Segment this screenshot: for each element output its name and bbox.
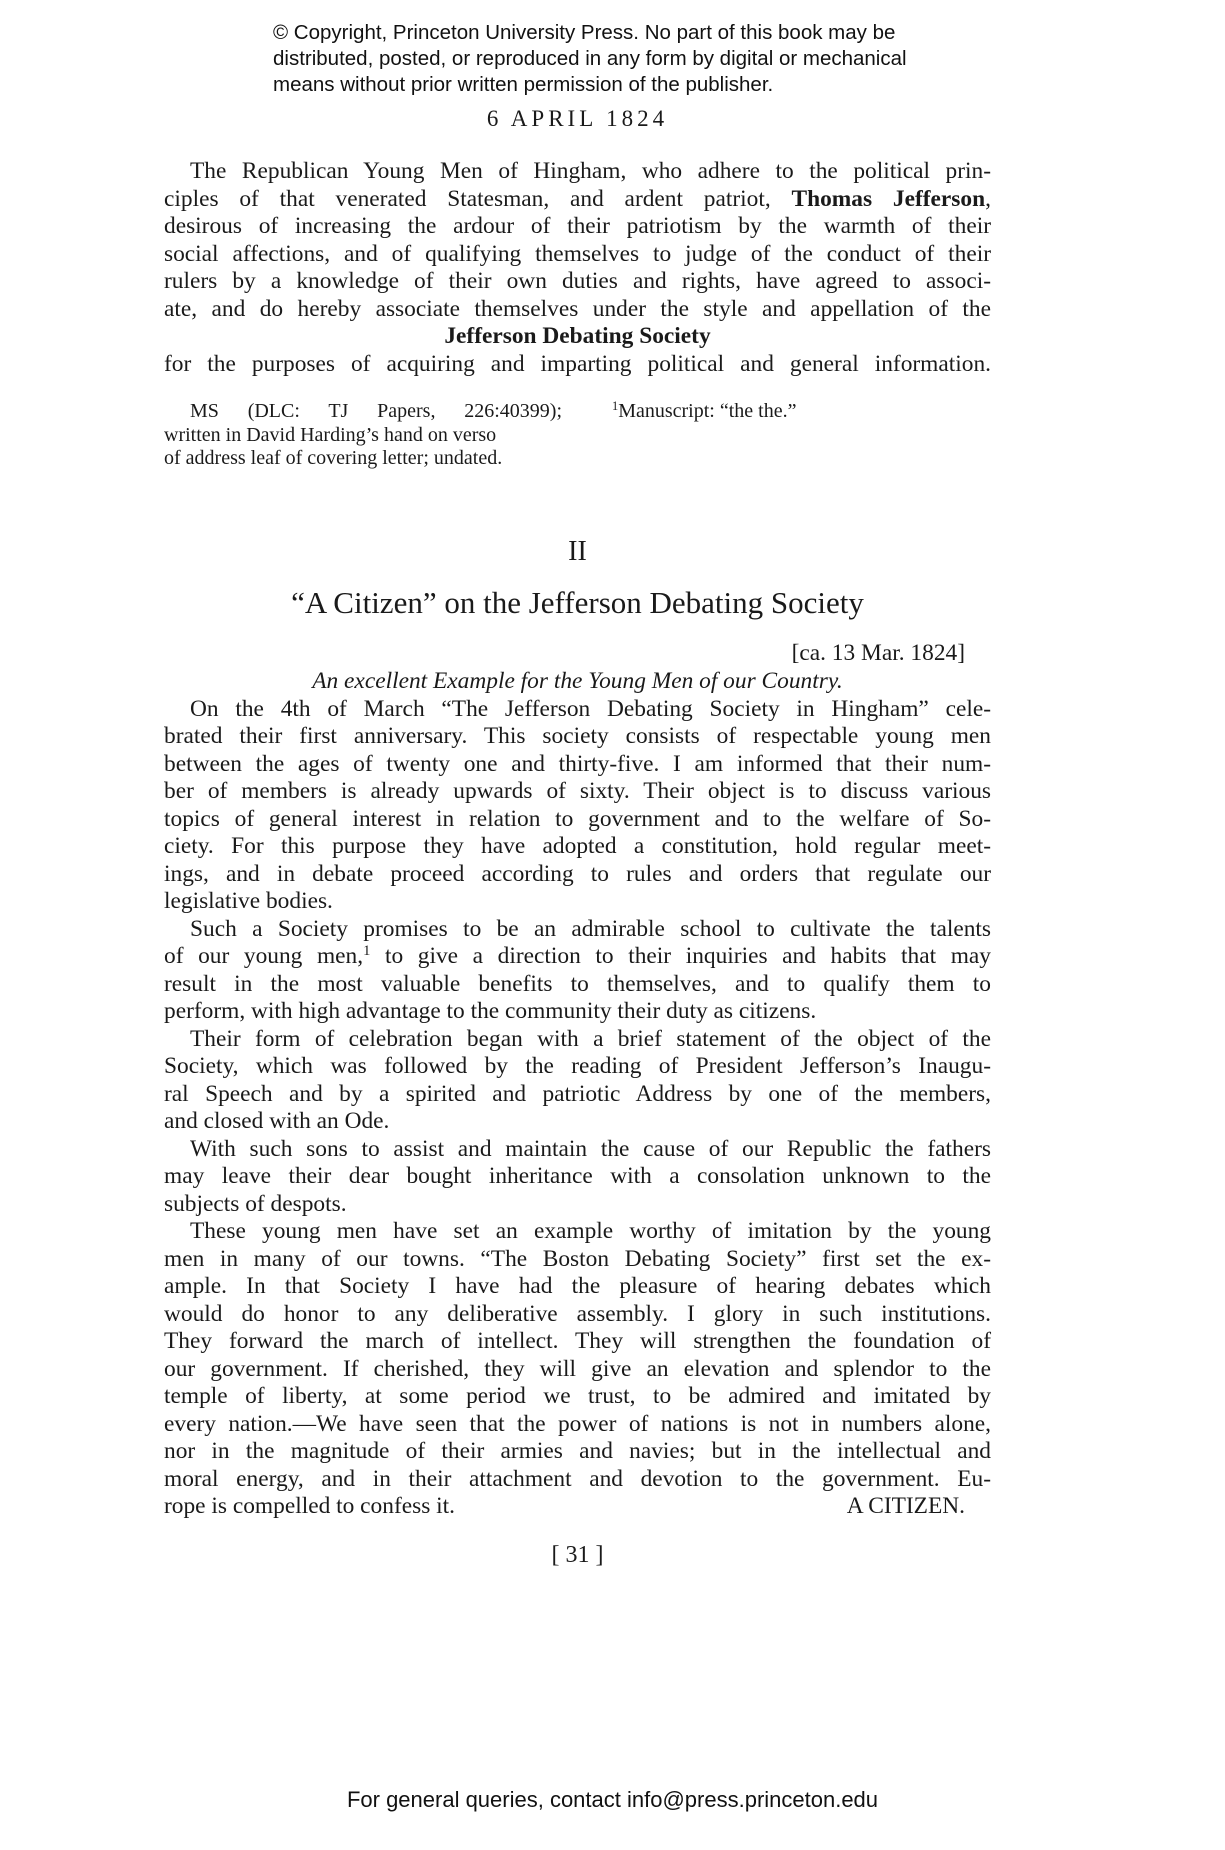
document-subtitle: An excellent Example for the Young Men of our Country.	[312, 668, 843, 694]
text-line: between the ages of twenty one and thirty-five. I am informed that their num-	[164, 750, 991, 777]
copyright-notice	[273, 20, 973, 98]
copyright-line: © Copyright, Princeton University Press. No part of this book may be	[273, 21, 896, 44]
text-line: On the 4th of March “The Jefferson Debating Society in Hingham” cele-	[190, 695, 991, 722]
text-line: moral energy, and in their attachment and devotion to the government. Eu-	[164, 1465, 991, 1492]
text-line: Such a Society promises to be an admirable school to cultivate the talents	[190, 915, 991, 942]
text-line: ample. In that Society I have had the pleasure of hearing debates which	[164, 1273, 991, 1299]
text-line: They forward the march of intellect. They will strengthen the foundation of	[164, 1328, 991, 1354]
text-line: rulers by a knowledge of their own duties and rights, have agreed to associ-	[164, 268, 991, 294]
running-head: 6 APRIL 1824	[486, 106, 669, 131]
text-line: may leave their dear bought inheritance with a consolation unknown to the	[164, 1163, 991, 1189]
text-line: ciety. For this purpose they have adopted a constitution, hold regular meet-	[164, 833, 991, 859]
text-line: ate, and do hereby associate themselves under the style and appellation of the	[164, 295, 991, 322]
footnote-reference: 1	[363, 943, 371, 960]
text-line: With such sons to assist and maintain the cause of our Republic the fathers	[190, 1135, 991, 1162]
text-line: ber of members is already upwards of sixty. Their object is to discuss various	[164, 778, 991, 804]
section-number: II	[568, 536, 587, 567]
signature: A CITIZEN.	[846, 1493, 965, 1519]
closing-line	[164, 1493, 991, 1521]
text-line: The Republican Young Men of Hingham, who adhere to the political prin-	[190, 158, 991, 184]
text-line: desirous of increasing the ardour of their patriotism by the warmth of their	[164, 213, 991, 239]
text-line: Society, which was followed by the reading of President Jefferson’s Inaugu-	[164, 1053, 991, 1079]
text-line: ings, and in debate proceed according to rules and orders that regulate our	[164, 860, 991, 887]
text-line: would do honor to any deliberative assembly. I glory in such institutions.	[164, 1300, 991, 1327]
page-number: [ 31 ]	[551, 1542, 604, 1568]
source-note-line: MS (DLC: TJ Papers, 226:40399);	[190, 400, 562, 422]
text-line: ral Speech and by a spirited and patriotic Address by one of the members,	[164, 1080, 991, 1107]
text-line: temple of liberty, at some period we trust, to be admired and imitated by	[164, 1383, 991, 1409]
text-line: nor in the magnitude of their armies and navies; but in the intellectual and	[164, 1438, 991, 1464]
document-1-text	[164, 158, 991, 378]
source-note	[164, 400, 562, 471]
section-title: “A Citizen” on the Jefferson Debating Society	[291, 585, 864, 620]
source-note-line: written in David Harding’s hand on verso	[164, 423, 497, 446]
text-line	[164, 943, 991, 971]
text-line: topics of general interest in relation to government and to the welfare of So-	[164, 805, 991, 832]
text-line: brated their first anniversary. This society consists of respectable young men	[164, 723, 991, 749]
text-line: legislative bodies.	[164, 888, 333, 914]
copyright-line: distributed, posted, or reproduced in any form by digital or mechanical	[273, 47, 907, 70]
text-span: ,	[985, 185, 991, 212]
footer-contact: For general queries, contact info@press.princeton.edu	[346, 1787, 879, 1812]
text-line: for the purposes of acquiring and imparting political and general information.	[164, 350, 991, 377]
footnote	[612, 400, 796, 424]
text-line: men in many of our towns. “The Boston Debating Society” first set the ex-	[164, 1245, 991, 1272]
footnote-text: Manuscript: “the the.”	[618, 400, 797, 422]
footnote-marker: 1	[612, 399, 619, 414]
source-note-line: of address leaf of covering letter; undated.	[164, 447, 503, 469]
text-line: social affections, and of qualifying themselves to judge of the conduct of their	[164, 240, 991, 267]
text-line: and closed with an Ode.	[164, 1108, 390, 1134]
text-span: to give a direction to their inquiries and habits that may	[370, 943, 991, 969]
document-date: [ca. 13 Mar. 1824]	[791, 640, 965, 666]
text-line: Their form of celebration began with a brief statement of the object of the	[190, 1025, 991, 1052]
jefferson-name: Thomas Jefferson	[791, 185, 986, 212]
text-span: ciples of that venerated Statesman, and ardent patriot,	[164, 185, 771, 212]
text-line: These young men have set an example worthy of imitation by the young	[190, 1218, 991, 1244]
text-line: our government. If cherished, they will give an elevation and splendor to the	[164, 1355, 991, 1382]
text-line: subjects of despots.	[164, 1190, 347, 1217]
text-line: every nation.—We have seen that the power of nations is not in numbers alone,	[164, 1410, 991, 1437]
text-line	[164, 186, 991, 214]
copyright-line: means without prior written permission of the publisher.	[273, 73, 774, 96]
text-span: rope is compelled to confess it.	[164, 1493, 456, 1519]
society-name: Jefferson Debating Society	[444, 323, 711, 349]
text-span: of our young men,	[164, 943, 364, 969]
document-2-text	[164, 668, 991, 1521]
text-line: result in the most valuable benefits to themselves, and to qualify them to	[164, 970, 991, 997]
text-line: perform, with high advantage to the community their duty as citizens.	[164, 998, 817, 1024]
